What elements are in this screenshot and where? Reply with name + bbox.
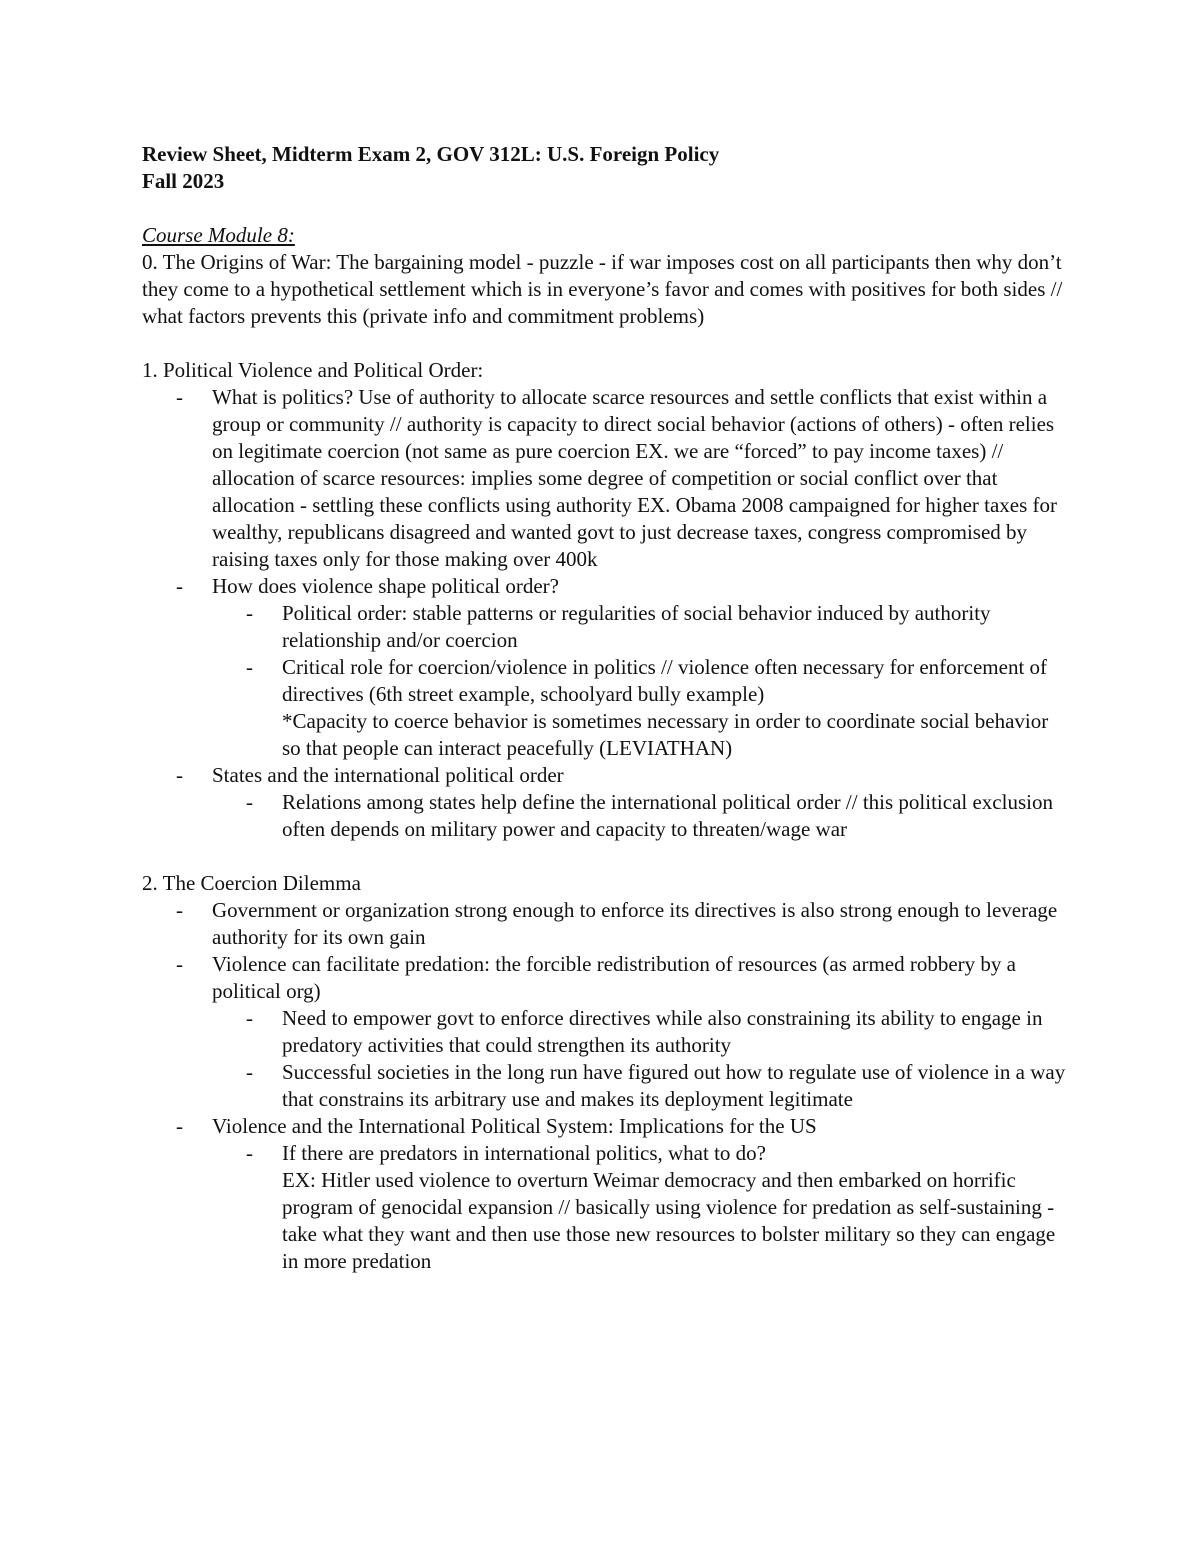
- sub-bullet-text: Political order: stable patterns or regularities of social behavior induced by authority relationship and/or coercion: [282, 601, 991, 652]
- spacer: [142, 330, 1072, 357]
- sub-bullet-item: [142, 1059, 1072, 1113]
- bullet-item: [142, 897, 1072, 951]
- document-term: Fall 2023: [142, 169, 225, 193]
- bullet-dash: -: [246, 655, 253, 679]
- spacer: [142, 843, 1072, 870]
- sub-bullet-item: [142, 600, 1072, 654]
- bullet-item: [142, 951, 1072, 1005]
- bullet-dash: -: [246, 1141, 253, 1165]
- document-title: Review Sheet, Midterm Exam 2, GOV 312L: U.S. Foreign Policy: [142, 142, 720, 166]
- bullet-item: [142, 762, 1072, 789]
- bullet-text: Government or organization strong enough to enforce its directives is also strong enough to leverage authority for its own gain: [212, 898, 1058, 949]
- sub-bullet-example: EX: Hitler used violence to overturn Weimar democracy and then embarked on horrific program of genocidal expansion // basically using violence for predation as self-sustaining - take what they want and then use those new resources to bolster military so they can engage in more predation: [282, 1168, 1056, 1273]
- bullet-dash: -: [246, 790, 253, 814]
- sub-bullet-text: Need to empower govt to enforce directives while also constraining its ability to engage in predatory activities that could strengthen its authority: [282, 1006, 1043, 1057]
- sub-bullet-text: If there are predators in international politics, what to do?: [282, 1141, 766, 1165]
- sub-bullet-item: [142, 1005, 1072, 1059]
- document-page: [142, 141, 1072, 1275]
- bullet-dash: -: [176, 763, 183, 787]
- sub-bullet-text: Critical role for coercion/violence in politics // violence often necessary for enforcement of directives (6th street example, schoolyard bully example): [282, 655, 1048, 706]
- bullet-item: [142, 384, 1072, 573]
- bullet-text: What is politics? Use of authority to allocate scarce resources and settle conflicts that exist within a group or community // authority is capacity to direct social behavior (actions of others) - often relies on legitimate coercion (not same as pure coercion EX. we are “forced” to pay income taxes) // allocation of scarce resources: implies some degree of competition or social conflict over that allocation - settling these conflicts using authority EX. Obama 2008 campaigned for higher taxes for wealthy, republicans disagreed and wanted govt to just decrease taxes, congress compromised by raising taxes only for those making over 400k: [212, 385, 1058, 571]
- bullet-dash: -: [176, 952, 183, 976]
- bullet-dash: -: [176, 385, 183, 409]
- sub-bullet-item: [142, 1140, 1072, 1275]
- bullet-text: How does violence shape political order?: [212, 574, 559, 598]
- section-2-heading: 2. The Coercion Dilemma: [142, 871, 361, 895]
- section-1-heading: 1. Political Violence and Political Order:: [142, 358, 484, 382]
- sub-bullet-note: *Capacity to coerce behavior is sometimes necessary in order to coordinate social behavior so that people can interact peacefully (LEVIATHAN): [282, 709, 1049, 760]
- bullet-item: [142, 1113, 1072, 1140]
- bullet-text: Violence and the International Political System: Implications for the US: [212, 1114, 817, 1138]
- bullet-dash: -: [246, 1060, 253, 1084]
- spacer: [142, 195, 1072, 222]
- sub-bullet-text: Relations among states help define the international political order // this political exclusion often depends on military power and capacity to threaten/wage war: [282, 790, 1053, 841]
- bullet-dash: -: [176, 1114, 183, 1138]
- bullet-item: [142, 573, 1072, 600]
- bullet-dash: -: [176, 898, 183, 922]
- bullet-dash: -: [176, 574, 183, 598]
- sub-bullet-item: [142, 789, 1072, 843]
- sub-bullet-item: [142, 654, 1072, 762]
- sub-bullet-text: Successful societies in the long run have figured out how to regulate use of violence in a way that constrains its arbitrary use and makes its deployment legitimate: [282, 1060, 1066, 1111]
- section-0-text: 0. The Origins of War: The bargaining model - puzzle - if war imposes cost on all participants then why don’t they come to a hypothetical settlement which is in everyone’s favor and comes with positives for both sides // what factors prevents this (private info and commitment problems): [142, 250, 1063, 328]
- bullet-dash: -: [246, 1006, 253, 1030]
- course-module-heading: Course Module 8:: [142, 223, 295, 247]
- bullet-text: Violence can facilitate predation: the forcible redistribution of resources (as armed robbery by a political org): [212, 952, 1016, 1003]
- bullet-dash: -: [246, 601, 253, 625]
- bullet-text: States and the international political order: [212, 763, 564, 787]
